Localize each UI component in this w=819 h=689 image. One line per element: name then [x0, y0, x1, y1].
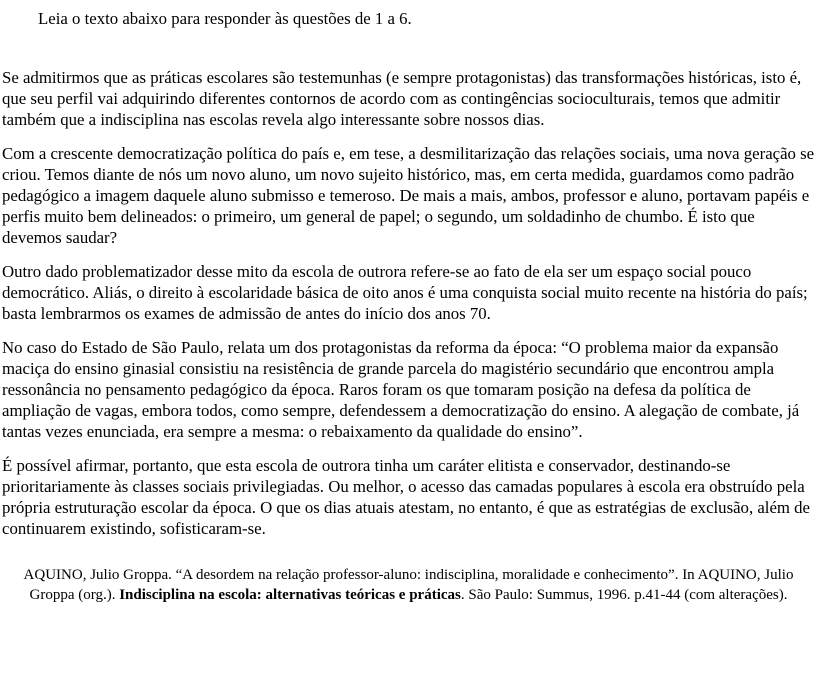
paragraph-2: Com a crescente democratização política do país e, em tese, a desmilitarização das relações sociais, uma nova geração se criou. Temos diante de nós um novo aluno, um novo sujeito histórico, mas, em certa medida, guardamos como padrão pedagógico a imagem daquele aluno submisso e temeroso. De mais a mais, ambos, professor e aluno, portavam papéis e perfis muito bem delineados: o primeiro, um general de papel; o segundo, um soldadinho de chumbo. É isto que devemos saudar?: [2, 144, 815, 247]
instruction-line: Leia o texto abaixo para responder às questões de 1 a 6.: [38, 9, 412, 28]
citation-text-start: AQUINO, Julio Groppa. “A desordem na relação professor-aluno: indisciplina, moralidade e conhecimento”. In AQUINO, Julio Groppa (org.).: [23, 567, 794, 603]
paragraph-5: É possível afirmar, portanto, que esta escola de outrora tinha um caráter elitista e conservador, destinando-se prioritariamente às classes sociais privilegiadas. Ou melhor, o acesso das camadas populares à escola era obstruído pela própria estruturação escolar da época. O que os dias atuais atestam, no entanto, é que as estratégias de exclusão, além de continuarem existindo, sofisticaram-se.: [2, 456, 810, 538]
citation: [8, 565, 809, 605]
paragraph-3: Outro dado problematizador desse mito da escola de outrora refere-se ao fato de ela ser um espaço social pouco democrático. Aliás, o direito à escolaridade básica de oito anos é uma conquista social muito recente na história do país; basta lembrarmos os exames de admissão de antes do início dos anos 70.: [2, 262, 808, 323]
paragraph-1: Se admitirmos que as práticas escolares são testemunhas (e sempre protagonistas) das transformações históricas, isto é, que seu perfil vai adquirindo diferentes contornos de acordo com as contingências socioculturais, temos que admitir também que a indisciplina nas escolas revela algo interessante sobre nossos dias.: [2, 68, 802, 129]
citation-text-end: . São Paulo: Summus, 1996. p.41-44 (com alterações).: [460, 587, 788, 603]
paragraph-4: No caso do Estado de São Paulo, relata um dos protagonistas da reforma da época: “O problema maior da expansão maciça do ensino ginasial consistiu na resistência de grande parcela do magistério secundário que encontrou ampla ressonância no pensamento pedagógico da época. Raros foram os que tomaram posição na defesa da política de ampliação de vagas, embora todos, como sempre, defendessem a democratização do ensino. A alegação de combate, já tantas vezes enunciada, era sempre a mesma: o rebaixamento da qualidade do ensino”.: [2, 338, 800, 441]
citation-book-title: Indisciplina na escola: alternativas teóricas e práticas: [119, 587, 461, 603]
